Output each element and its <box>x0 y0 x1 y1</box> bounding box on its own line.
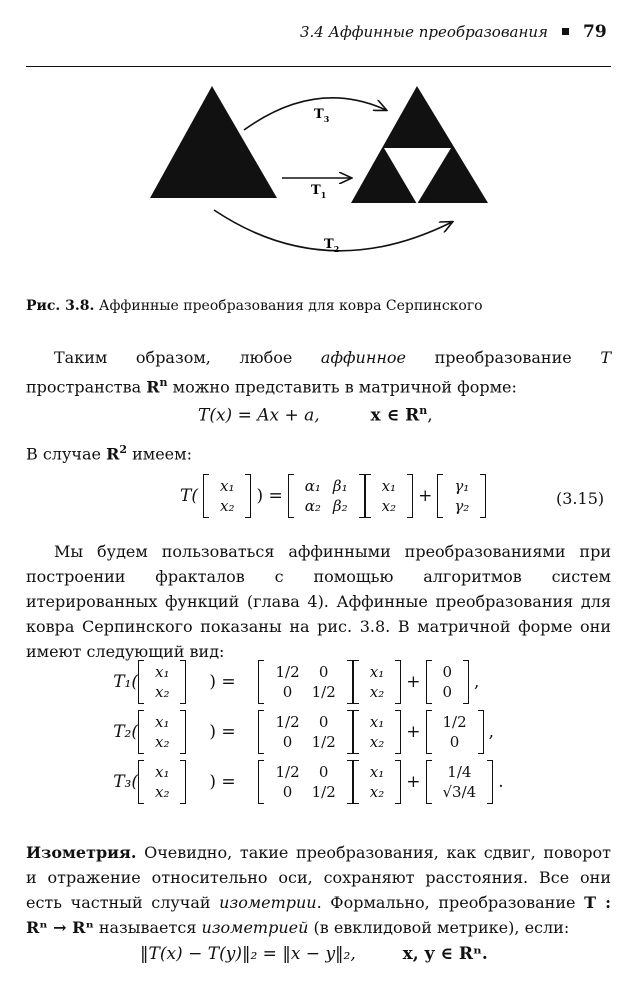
vector-x: x₁ x₂ <box>203 474 251 518</box>
top-rule <box>26 66 611 67</box>
isometry-heading: Изометрия. <box>26 843 137 862</box>
page-number: 79 <box>582 22 607 42</box>
equation-3-15: T( x₁ x₂ ) = α₁ β₁ α₂ β₂ x₁ x₂ + γ₁ γ₂ <box>175 474 486 518</box>
caption-text: Аффинные преобразования для ковра Серпинского <box>98 298 483 314</box>
transform-t1: T₁( x₁ x₂ ) = 1/2 0 0 1/2 x₁ x₂ + 0 0 , <box>100 660 509 704</box>
sierpinski-figure <box>26 70 611 280</box>
paragraph-affine: Таким образом, любое аффинное преобразование T пространства $R^n$ можно представить в матричной форме: <box>26 348 612 397</box>
section-title: 3.4 Аффинные преобразования <box>300 23 548 41</box>
label-t3: $T_3$ <box>314 107 330 124</box>
paragraph-sierpinski: Мы будем пользоваться аффинными преобразованиями при построении фракталов с помощью алгоритмов систем итерированных функций (глава 4). Аффинные преобразования для ковра Серпинского показаны на рис. 3.8. В матричной форме они имеют следующий вид: <box>26 542 611 661</box>
label-t1: $T_1$ <box>311 183 327 200</box>
paragraph-r2: В случае $R^2$ имеем: <box>26 443 192 464</box>
transform-list <box>100 660 509 804</box>
figure-caption <box>26 298 483 314</box>
matrix-a: α₁ β₁ α₂ β₂ <box>288 474 365 518</box>
transform-t3: T₃( x₁ x₂ ) = 1/2 0 0 1/2 x₁ x₂ + 1/4 √3/4 . <box>100 760 509 804</box>
caption-label: Рис. 3.8. <box>26 298 95 314</box>
vector-gamma: γ₁ γ₂ <box>437 474 486 518</box>
vector-x-rhs: x₁ x₂ <box>365 474 413 518</box>
source-triangle <box>150 86 277 198</box>
paragraph-isometry: Изометрия. Очевидно, такие преобразования, как сдвиг, поворот и отражение относительно оси, сохраняют расстояния. Все они есть частный случай изометрии. Формально, преобразование T : Rⁿ → Rⁿ называется изометрией (в евклидовой метрике), если: <box>26 843 612 937</box>
equation-number: (3.15) <box>556 489 605 508</box>
running-header <box>300 22 607 42</box>
bullet-icon <box>562 28 569 35</box>
equation-affine: T(x) = Ax + a, x ∈ $R^n$, <box>198 404 433 426</box>
label-t2: $T_2$ <box>324 237 340 254</box>
equation-isometry: ‖T(x) − T(y)‖₂ = ‖x − y‖₂, x, y ∈ Rⁿ. <box>140 944 488 964</box>
transform-t2: T₂( x₁ x₂ ) = 1/2 0 0 1/2 x₁ x₂ + 1/2 0 , <box>100 710 509 754</box>
